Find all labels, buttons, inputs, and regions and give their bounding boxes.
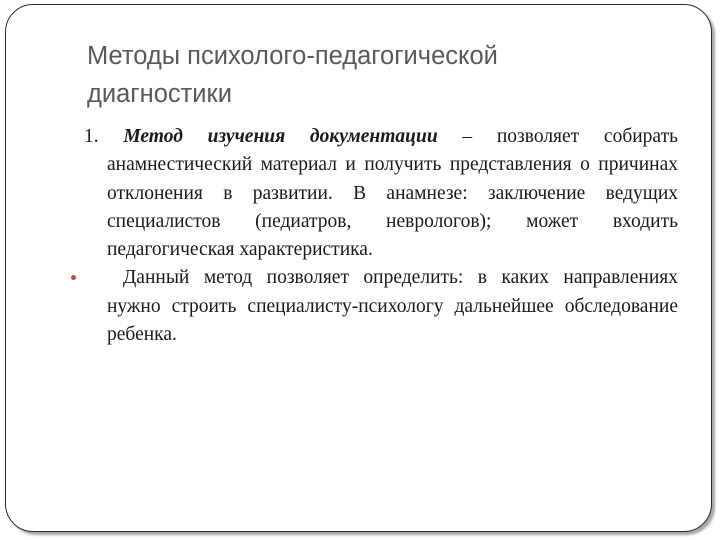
slide-frame <box>5 4 712 532</box>
method-name: Метод изучения документации <box>123 126 438 147</box>
slide-body <box>84 123 678 349</box>
paragraph-number: 1. <box>84 126 124 147</box>
bullet-dot-icon <box>71 275 76 280</box>
bullet-paragraph <box>84 264 678 349</box>
method-description: – позволяет собирать анамнестический материал и получить представления о причинах отклонения в развитии. В анамнезе: заключение ведущих специалистов (педиатров, неврологов); может входить педагогическая характеристика. <box>107 126 678 261</box>
paragraph-method-documentation <box>84 123 678 264</box>
slide-title: Методы психолого-педагогической диагностики <box>87 42 498 108</box>
bullet-text: Данный метод позволяет определить: в каких направлениях нужно строить специалисту-психологу дальнейшее обследование ребенка. <box>107 267 678 346</box>
